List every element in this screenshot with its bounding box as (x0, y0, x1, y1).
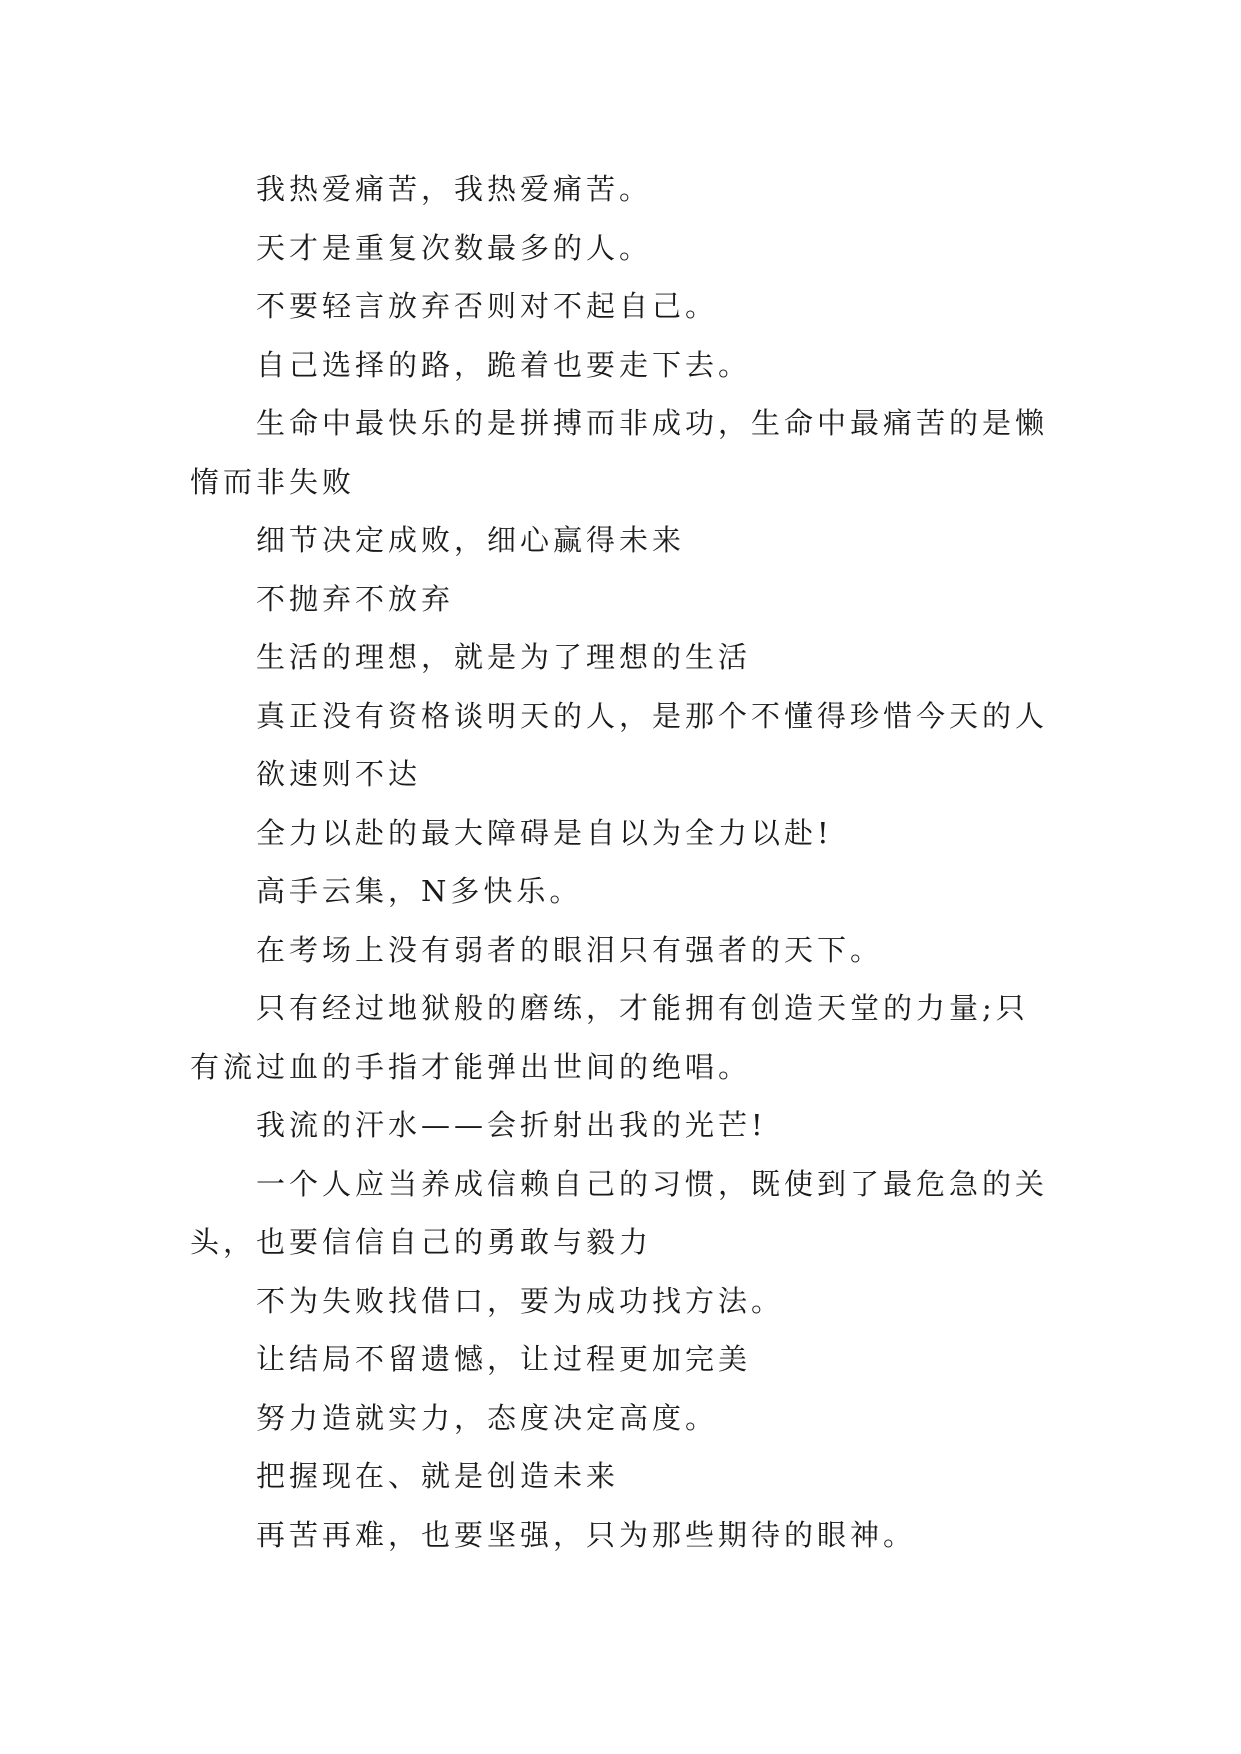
paragraph-5: 生命中最快乐的是拼搏而非成功，生命中最痛苦的是懒惰而非失败 (190, 406, 1049, 499)
paragraph-2: 天才是重复次数最多的人。 (256, 230, 653, 265)
document-body (190, 160, 1050, 1564)
paragraph-19: 努力造就实力，态度决定高度。 (256, 1400, 719, 1435)
paragraph-9: 真正没有资格谈明天的人，是那个不懂得珍惜今天的人 (256, 698, 1049, 733)
paragraph-6: 细节决定成败，细心赢得未来 (256, 523, 686, 557)
paragraph-14: 只有经过地狱般的磨练，才能拥有创造天堂的力量;只有流过血的手指才能弹出世间的绝唱。 (190, 991, 1029, 1084)
paragraph-3: 不要轻言放弃否则对不起自己。 (256, 289, 719, 323)
paragraph-7: 不抛弃不放弃 (256, 581, 455, 616)
paragraph-4: 自己选择的路，跪着也要走下去。 (256, 347, 752, 382)
paragraph-12: 高手云集，N多快乐。 (256, 874, 583, 908)
paragraph-16: 一个人应当养成信赖自己的习惯，既使到了最危急的关头，也要信信自己的勇敢与毅力 (190, 1166, 1049, 1259)
paragraph-11: 全力以赴的最大障碍是自以为全力以赴! (256, 815, 833, 850)
paragraph-21: 再苦再难，也要坚强，只为那些期待的眼神。 (256, 1517, 917, 1552)
paragraph-15: 我流的汗水——会折射出我的光芒! (256, 1108, 767, 1142)
paragraph-10: 欲速则不达 (256, 757, 422, 791)
paragraph-18: 让结局不留遗憾，让过程更加完美 (256, 1342, 752, 1376)
paragraph-20: 把握现在、就是创造未来 (256, 1459, 620, 1493)
paragraph-17: 不为失败找借口，要为成功找方法。 (256, 1283, 785, 1318)
paragraph-1: 我热爱痛苦，我热爱痛苦。 (256, 172, 653, 206)
paragraph-8: 生活的理想，就是为了理想的生活 (256, 640, 752, 674)
paragraph-13: 在考场上没有弱者的眼泪只有强者的天下。 (256, 932, 884, 967)
